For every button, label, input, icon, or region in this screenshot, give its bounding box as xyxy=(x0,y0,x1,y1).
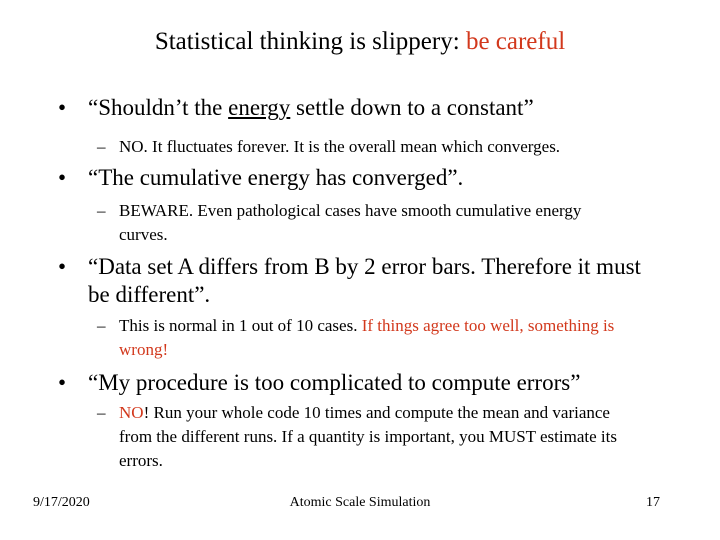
sub-text-accent: NO xyxy=(119,403,144,422)
bullet-item-1 xyxy=(58,94,678,122)
bullet-text: “Data set A differs from B by 2 error bars. Therefore it must be different”. xyxy=(88,254,641,307)
bullet-item-4 xyxy=(58,369,678,397)
bullet-mark: • xyxy=(58,370,67,395)
sub-text: NO. It fluctuates forever. It is the overall mean which converges. xyxy=(119,137,561,156)
slide-title xyxy=(0,26,720,58)
sub-text: BEWARE. Even pathological cases have smooth cumulative energy curves. xyxy=(119,201,582,244)
title-text: Statistical thinking is slippery: xyxy=(154,28,466,55)
sub-text-plain: ! Run your whole code 10 times and compute the mean and variance from the different runs. If a quantity is important, you MUST estimate its errors. xyxy=(119,403,617,470)
sub-text-accent: If things agree too well, something is wrong! xyxy=(119,316,615,359)
bullet-item-2 xyxy=(58,164,678,192)
dash-mark: – xyxy=(97,403,106,422)
footer-title: Atomic Scale Simulation xyxy=(289,495,431,510)
underlined-word: energy xyxy=(228,95,291,120)
bullet-item-3 xyxy=(58,253,648,309)
bullet-text: “The cumulative energy has converged”. xyxy=(88,165,464,190)
sub-text xyxy=(119,401,637,473)
sub-item-2 xyxy=(97,199,617,247)
sub-item-3 xyxy=(97,314,617,362)
page-number: 17 xyxy=(646,495,660,510)
bullet-mark: • xyxy=(58,254,67,279)
bullet-mark: • xyxy=(58,165,67,190)
footer-date: 9/17/2020 xyxy=(33,495,90,510)
bullet-text-post: settle down to a constant” xyxy=(290,95,534,120)
dash-mark: – xyxy=(97,316,106,335)
bullet-mark: • xyxy=(58,95,67,120)
title-accent-text: be careful xyxy=(465,28,566,55)
bullet-text-pre: “Shouldn’t the xyxy=(88,95,229,120)
bullet-text xyxy=(88,94,678,122)
sub-item-1 xyxy=(97,135,657,159)
dash-mark: – xyxy=(97,137,106,156)
sub-text-plain: This is normal in 1 out of 10 cases. xyxy=(119,316,362,335)
sub-text xyxy=(119,314,617,362)
dash-mark: – xyxy=(97,201,106,220)
bullet-text: “My procedure is too complicated to compute errors” xyxy=(88,370,581,395)
sub-item-4 xyxy=(97,401,637,473)
